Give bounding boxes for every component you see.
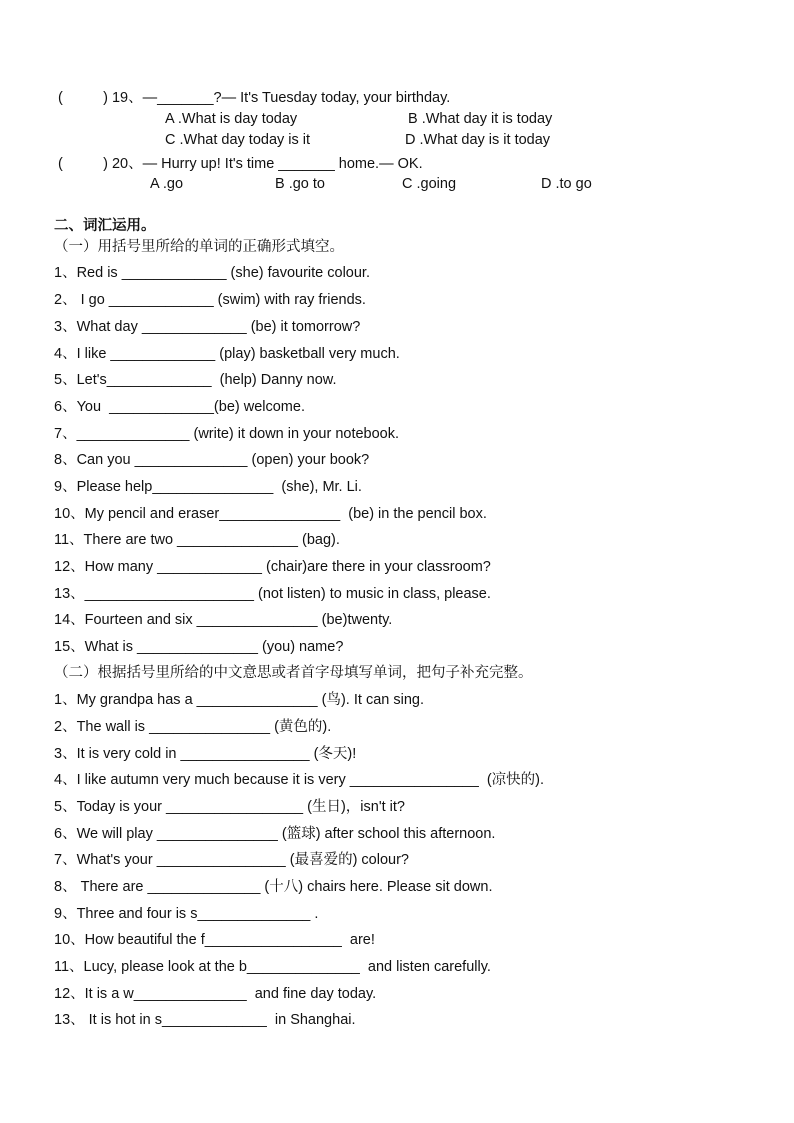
- q19-option-d: D .What day is it today: [405, 132, 551, 148]
- part1-item: 10、My pencil and eraser_______________ (be) in the pencil box.: [54, 506, 487, 522]
- q20-option-b: B .go to: [275, 176, 325, 192]
- part2-title: （二）根据括号里所给的中文意思或者首字母填写单词，把句子补充完整。: [54, 665, 533, 681]
- q20-option-c: C .going: [402, 176, 457, 192]
- part1-item: 1、Red is _____________ (she) favourite colour.: [54, 265, 370, 281]
- part1-item: 8、Can you ______________ (open) your book?: [54, 452, 370, 468]
- question-20-stem: ( ) 20、— Hurry up! It's time _______ home.— OK.: [58, 156, 423, 172]
- part1-title: （一）用括号里所给的单词的正确形式填空。: [54, 239, 344, 255]
- q19-option-b: B .What day it is today: [408, 111, 553, 127]
- part2-item: 11、Lucy, please look at the b______________ and listen carefully.: [54, 959, 491, 975]
- part1-item: 12、How many _____________ (chair)are there in your classroom?: [54, 559, 491, 575]
- part2-item: 12、It is a w______________ and fine day today.: [54, 986, 377, 1002]
- part2-item: 9、Three and four is s______________ .: [54, 906, 319, 922]
- part1-item: 5、Let's_____________ (help) Danny now.: [54, 372, 337, 388]
- q19-option-a: A .What is day today: [165, 111, 298, 127]
- part1-item: 14、Fourteen and six _______________ (be)twenty.: [54, 612, 393, 628]
- part1-item: 3、What day _____________ (be) it tomorrow?: [54, 319, 361, 335]
- part2-item: 13、 It is hot in s_____________ in Shanghai.: [54, 1012, 356, 1028]
- part2-item: 5、Today is your _________________ (生日)，isn't it?: [54, 799, 405, 815]
- q20-option-d: D .to go: [541, 176, 592, 192]
- part1-item: 4、I like _____________ (play) basketball very much.: [54, 346, 400, 362]
- part2-item: 2、The wall is _______________ (黄色的).: [54, 719, 332, 735]
- part1-item: 13、_____________________ (not listen) to music in class, please.: [54, 586, 491, 602]
- part1-item: 9、Please help_______________ (she), Mr. Li.: [54, 479, 362, 495]
- part2-item: 7、What's your ________________ (最喜爱的) colour?: [54, 852, 409, 868]
- q19-option-c: C .What day today is it: [165, 132, 311, 148]
- part1-item: 2、 I go _____________ (swim) with ray friends.: [54, 292, 366, 308]
- part2-item: 1、My grandpa has a _______________ (鸟). It can sing.: [54, 692, 424, 708]
- part2-item: 8、 There are ______________ (十八) chairs here. Please sit down.: [54, 879, 493, 895]
- part2-item: 10、How beautiful the f_________________ are!: [54, 932, 375, 948]
- part2-item: 3、It is very cold in ________________ (冬天)!: [54, 746, 357, 762]
- part1-item: 6、You _____________(be) welcome.: [54, 399, 305, 415]
- q20-option-a: A .go: [150, 176, 184, 192]
- part2-item: 4、I like autumn very much because it is very ________________ (凉快的).: [54, 772, 545, 788]
- question-19-stem: ( ) 19、—_______?— It's Tuesday today, your birthday.: [58, 90, 451, 106]
- part1-item: 15、What is _______________ (you) name?: [54, 639, 344, 655]
- part1-item: 11、There are two _______________ (bag).: [54, 532, 340, 548]
- section-title: 二、词汇运用。: [54, 218, 156, 234]
- part2-item: 6、We will play _______________ (篮球) after school this afternoon.: [54, 826, 496, 842]
- part1-item: 7、______________ (write) it down in your notebook.: [54, 426, 400, 442]
